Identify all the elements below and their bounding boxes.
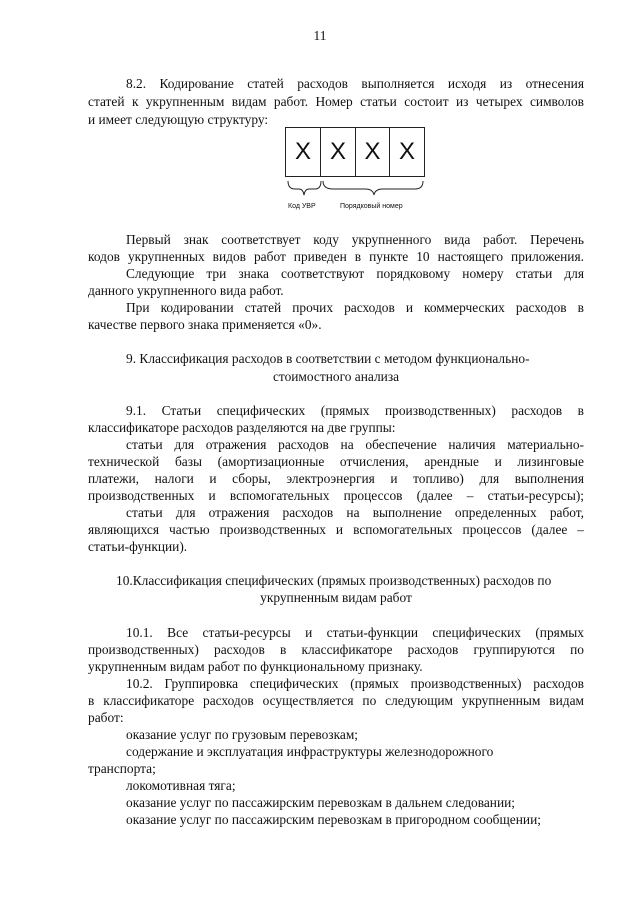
functions-line: статьи для отражения расходов на выполнение определенных работ, — [126, 505, 584, 520]
para-first-sign-line: кодов укрупненных видов работ приведен в пункте 10 настоящего приложения. — [88, 249, 584, 264]
section-10-2-line: работ: — [88, 710, 124, 725]
code-structure-diagram — [285, 127, 425, 217]
grouping-braces — [285, 179, 425, 201]
work-type-item: оказание услуг по пассажирским перевозкам в пригородном сообщении; — [126, 812, 541, 827]
para-other-line: качестве первого знака применяется «0». — [88, 317, 322, 332]
brace-sequence-number — [323, 181, 423, 195]
work-type-item: содержание и эксплуатация инфраструктуры железнодорожного — [126, 744, 494, 759]
work-type-item: оказание услуг по пассажирским перевозкам в дальнем следовании; — [126, 795, 516, 810]
work-type-item: локомотивная тяга; — [126, 778, 236, 793]
resources-line: производственных и вспомогательных процессов (далее – статьи-ресурсы); — [88, 488, 584, 503]
resources-line: технической базы (амортизационные отчисления, арендные и лизинговые — [88, 454, 584, 469]
section-10-1-line: укрупненным видам работ по функциональному признаку. — [88, 659, 423, 674]
section-8-2-line: и имеет следующую структуру: — [88, 112, 269, 127]
heading-9: 9. Классификация расходов в соответствии с методом функционально- — [126, 351, 530, 366]
resources-line: платежи, налоги и сборы, электроэнергия и топливо) для выполнения — [88, 471, 584, 486]
code-symbol-box: X — [285, 127, 321, 177]
heading-10-cont: укрупненным видам работ — [260, 590, 412, 605]
section-8-2-line: 8.2. Кодирование статей расходов выполняется исходя из отнесения — [126, 76, 584, 91]
para-first-sign-line: Первый знак соответствует коду укрупненного вида работ. Перечень — [126, 232, 584, 247]
section-9-1-line: классификаторе расходов разделяются на две группы: — [88, 420, 396, 435]
brace-code-uvr — [288, 181, 321, 195]
page-number: 11 — [313, 28, 327, 43]
section-8-2-line: статей к укрупненным видам работ. Номер статьи состоит из четырех символов — [88, 94, 584, 109]
section-10-1-line: 10.1. Все статьи-ресурсы и статьи-функции специфических (прямых — [126, 625, 584, 640]
functions-line: являющихся частью производственных и вспомогательных процессов (далее – — [88, 522, 584, 537]
section-10-1-line: производственных) расходов в классификаторе расходов группируются по — [88, 642, 584, 657]
heading-10: 10.Классификация специфических (прямых производственных) расходов по — [116, 573, 552, 588]
section-10-2-line: 10.2. Группировка специфических (прямых производственных) расходов — [126, 676, 584, 691]
para-other-line: При кодировании статей прочих расходов и коммерческих расходов в — [126, 300, 584, 315]
label-sequence-number: Порядковый номер — [340, 203, 403, 210]
resources-line: статьи для отражения расходов на обеспечение наличия материально- — [126, 437, 584, 452]
code-symbol-box: X — [389, 127, 425, 177]
work-type-item-cont: транспорта; — [88, 761, 156, 776]
code-symbol-box: X — [320, 127, 356, 177]
para-next-signs-line: данного укрупненного вида работ. — [88, 283, 284, 298]
work-type-item: оказание услуг по грузовым перевозкам; — [126, 727, 359, 742]
label-code-uvr: Код УВР — [288, 203, 316, 210]
section-9-1-line: 9.1. Статьи специфических (прямых производственных) расходов в — [126, 403, 584, 418]
heading-9-cont: стоимостного анализа — [272, 369, 400, 384]
functions-line: статьи-функции). — [88, 539, 188, 554]
para-next-signs-line: Следующие три знака соответствуют порядковому номеру статьи для — [126, 266, 584, 281]
code-symbol-box: X — [355, 127, 390, 177]
section-10-2-line: в классификаторе расходов осуществляется по следующим укрупненным видам — [88, 693, 584, 708]
